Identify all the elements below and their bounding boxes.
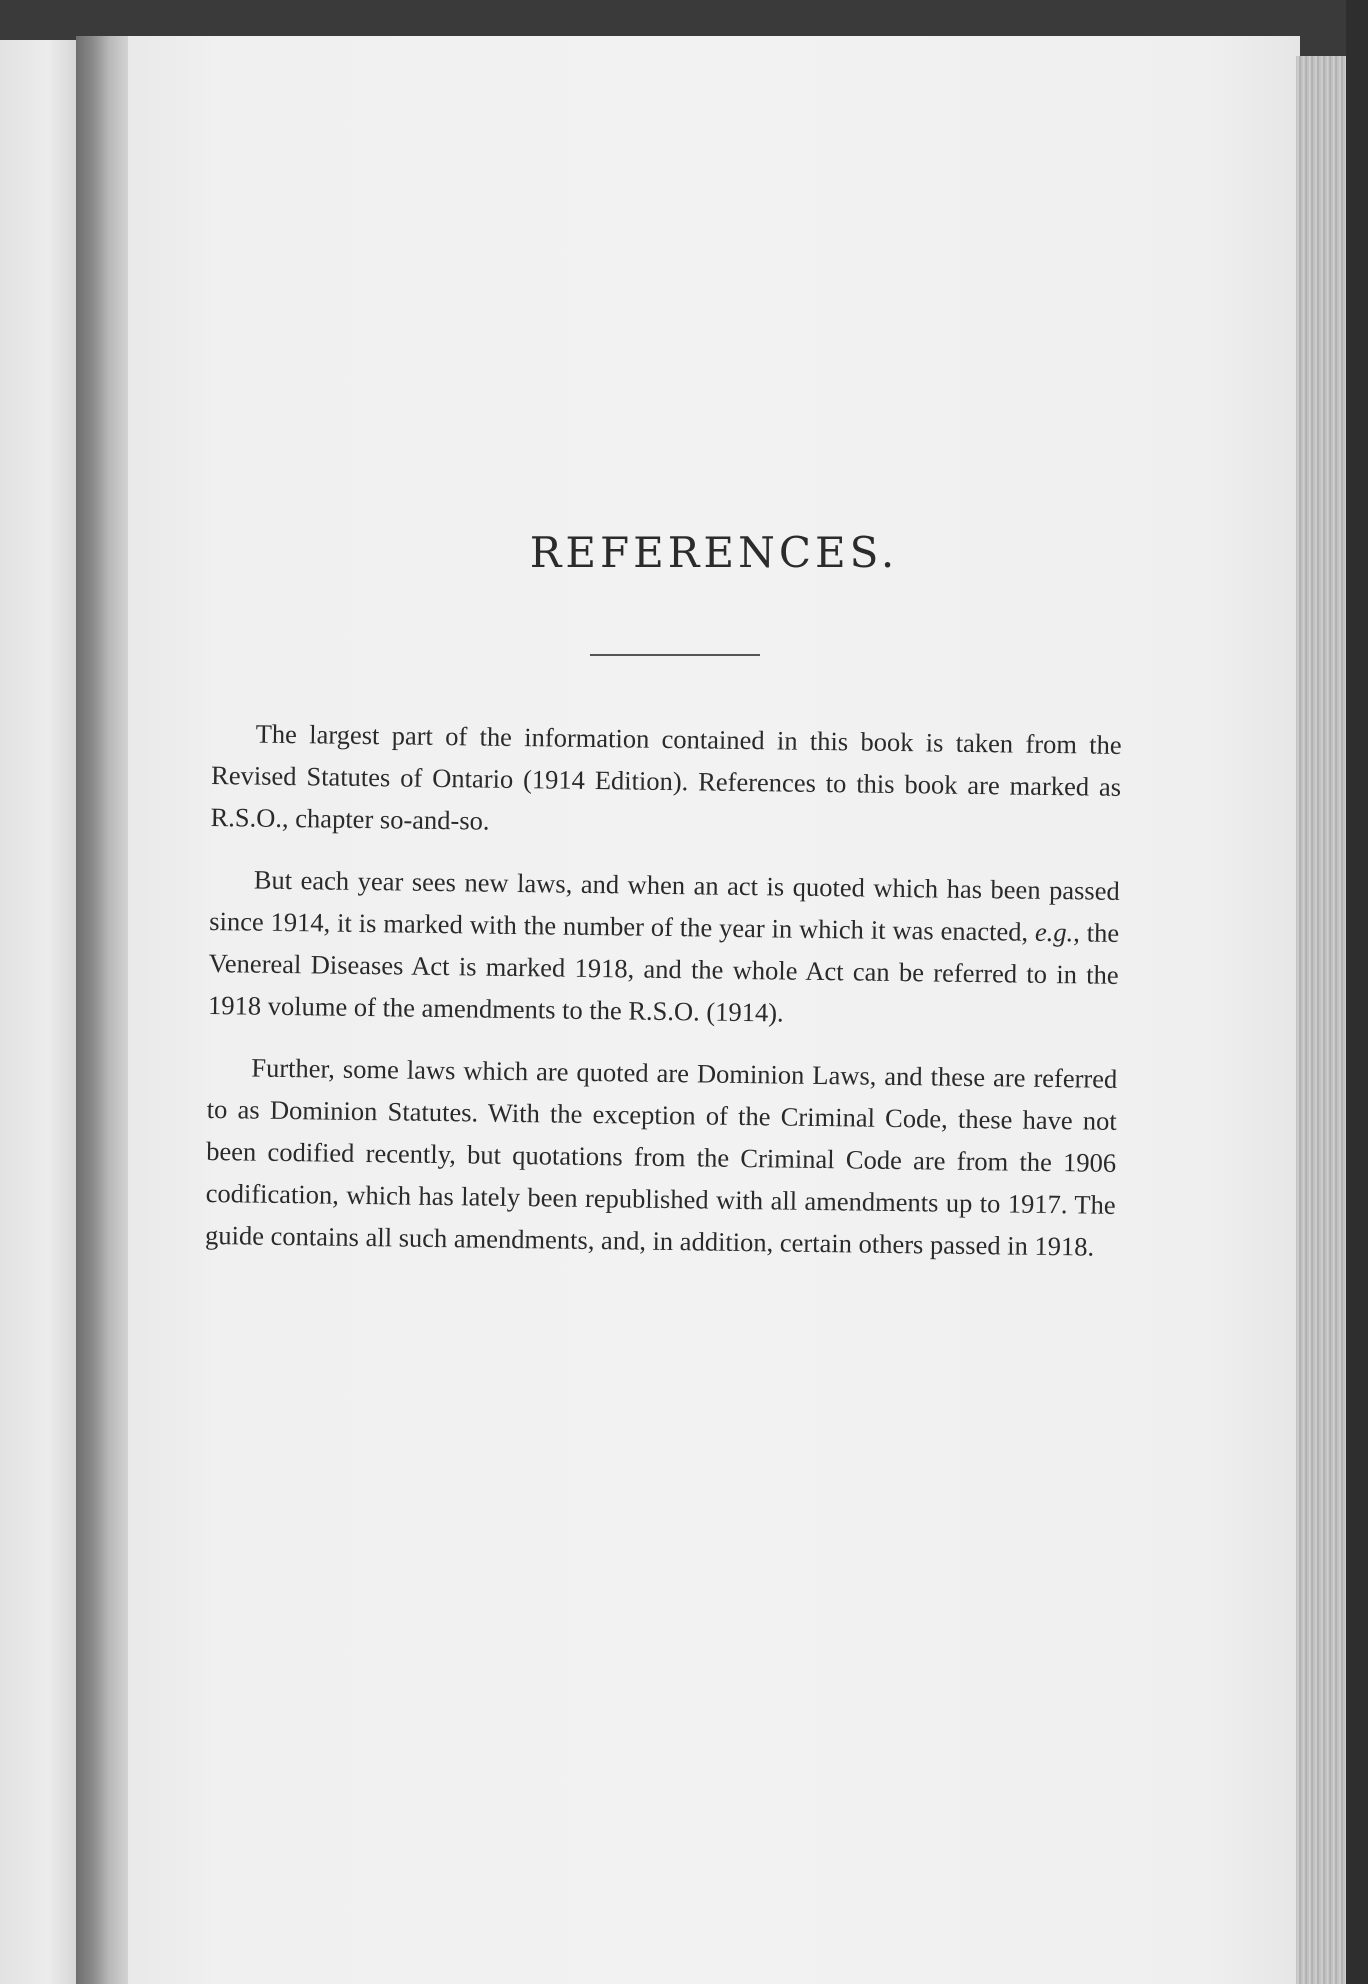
paragraph-3 <box>205 1046 1118 1268</box>
page-stack-edges <box>1296 56 1346 1984</box>
page-title: REFERENCES. <box>529 528 899 577</box>
title-divider <box>590 654 760 656</box>
paragraph-2-text-before: But each year sees new laws, and when an act is quoted which has been passed since 1914, it is marked with the number of the year in which it was enacted, <box>209 864 1120 947</box>
paragraph-2-text-after: , the Venereal Diseases Act is marked 1918, and the whole Act can be referred to in the 1918 volume of the amendments to the R.S.O. (1914). <box>207 917 1120 1028</box>
book-gutter <box>76 36 132 1984</box>
paragraph-2 <box>208 858 1120 1038</box>
paragraph-2-italic: e.g. <box>1034 916 1074 948</box>
paragraph-1 <box>210 712 1122 850</box>
facing-page-edge <box>0 40 80 1984</box>
background-edge <box>1346 0 1368 1984</box>
paragraph-3-text: Further, some laws which are quoted are Dominion Laws, and these are referred to as Dominion Statutes. With the exception of the Criminal Code, these have not been codified recently, but quotations from the Criminal Code are from the 1906 codification, which has lately been republished with all amendments up to 1917. The guide contains all such amendments, and, in addition, certain others passed in 1918. <box>204 1052 1118 1262</box>
body-text <box>205 712 1122 1288</box>
paragraph-1-text: The largest part of the information contained in this book is taken from the Revised Statutes of Ontario (1914 Edition). References to this book are marked as R.S.O., chapter so-and-so. <box>210 718 1122 836</box>
